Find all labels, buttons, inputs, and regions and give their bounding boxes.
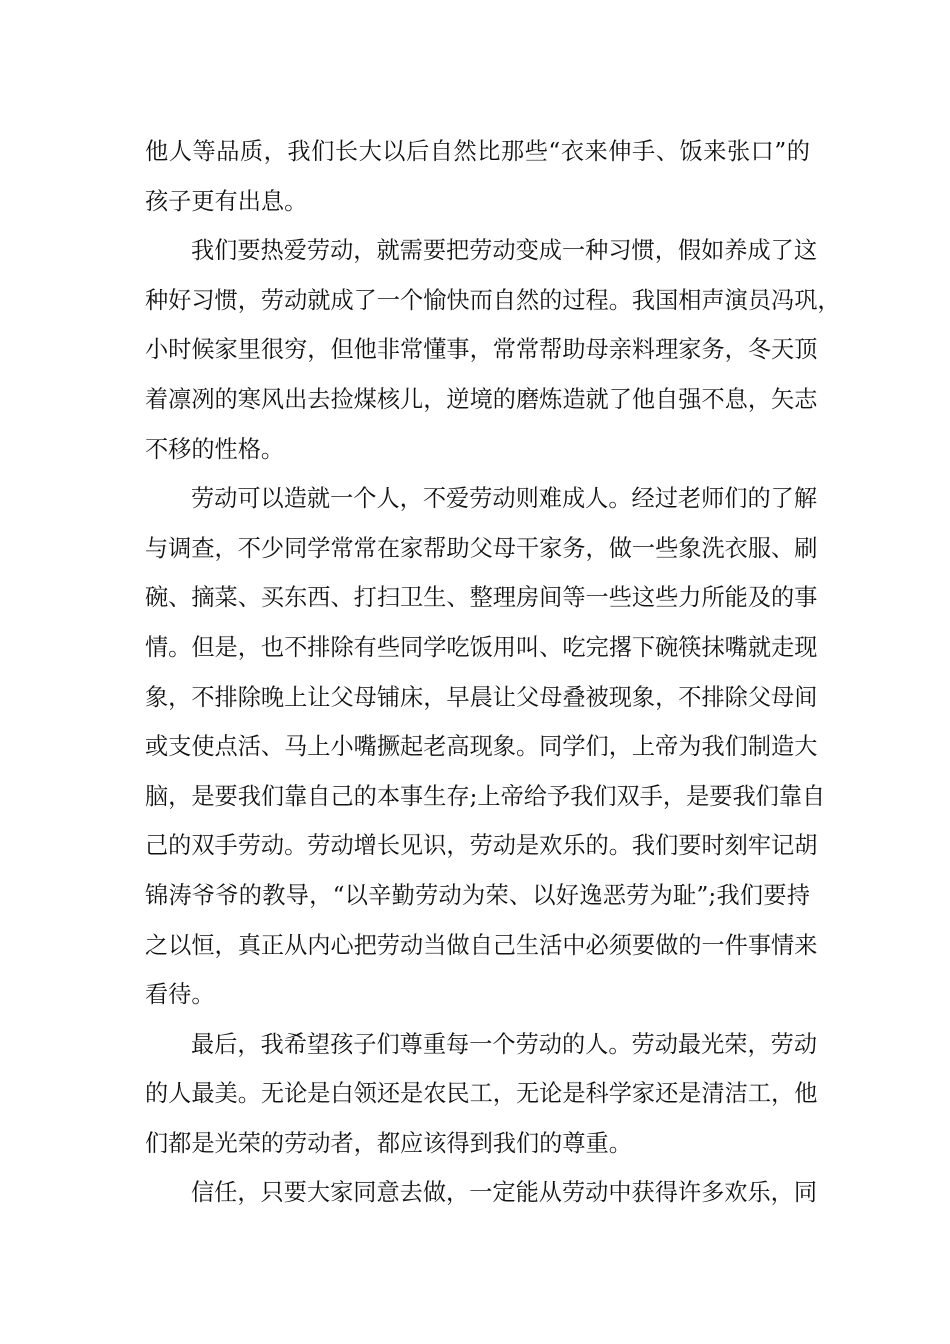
text-line: 脑，是要我们靠自己的本事生存;上帝给予我们双手，是要我们靠自 <box>145 782 826 810</box>
text-line: 之以恒，真正从内心把劳动当做自己生活中必须要做的一件事情来 <box>145 931 818 959</box>
text-line: 与调查，不少同学常常在家帮助父母干家务，做一些象洗衣服、刷 <box>145 534 818 562</box>
text-line: 小时候家里很穷，但他非常懂事，常常帮助母亲料理家务，冬天顶 <box>145 336 818 364</box>
text-line: 孩子更有出息。 <box>145 187 308 215</box>
text-line: 看待。 <box>145 981 215 1009</box>
text-line: 不移的性格。 <box>145 435 285 463</box>
text-line: 或支使点活、马上小嘴撅起老高现象。同学们，上帝为我们制造大 <box>145 733 818 761</box>
paragraph <box>145 474 826 1020</box>
text-line: 信任，只要大家同意去做，一定能从劳动中获得许多欢乐，同 <box>191 1179 818 1207</box>
paragraph <box>145 1168 818 1218</box>
text-line: 种好习惯，劳动就成了一个愉快而自然的过程。我国相声演员冯巩， <box>145 286 841 314</box>
paragraph <box>145 226 841 474</box>
text-line: 己的双手劳动。劳动增长见识，劳动是欢乐的。我们要时刻牢记胡 <box>145 832 818 860</box>
text-line: 锦涛爷爷的教导，“以辛勤劳动为荣、以好逸恶劳为耻”;我们要持 <box>145 881 810 909</box>
text-line: 碗、摘菜、买东西、打扫卫生、整理房间等一些这些力所能及的事 <box>145 584 818 612</box>
text-line: 他人等品质，我们长大以后自然比那些“衣来伸手、饭来张口”的 <box>145 138 810 165</box>
paragraph <box>145 127 810 226</box>
text-line: 劳动可以造就一个人，不爱劳动则难成人。经过老师们的了解 <box>191 485 818 513</box>
text-line: 们都是光荣的劳动者，都应该得到我们的尊重。 <box>145 1129 632 1157</box>
text-line: 的人最美。无论是白领还是农民工，无论是科学家还是清洁工，他 <box>145 1080 818 1108</box>
text-line: 我们要热爱劳动，就需要把劳动变成一种习惯，假如养成了这 <box>191 237 818 265</box>
paragraph <box>145 1020 818 1169</box>
document-body <box>145 127 841 1218</box>
text-line: 最后，我希望孩子们尊重每一个劳动的人。劳动最光荣，劳动 <box>191 1030 818 1058</box>
text-line: 情。但是，也不排除有些同学吃饭用叫、吃完撂下碗筷抹嘴就走现 <box>145 633 818 661</box>
text-line: 象，不排除晚上让父母铺床，早晨让父母叠被现象，不排除父母间 <box>145 683 818 711</box>
text-line: 着凛冽的寒风出去捡煤核儿，逆境的磨炼造就了他自强不息，矢志 <box>145 385 818 413</box>
